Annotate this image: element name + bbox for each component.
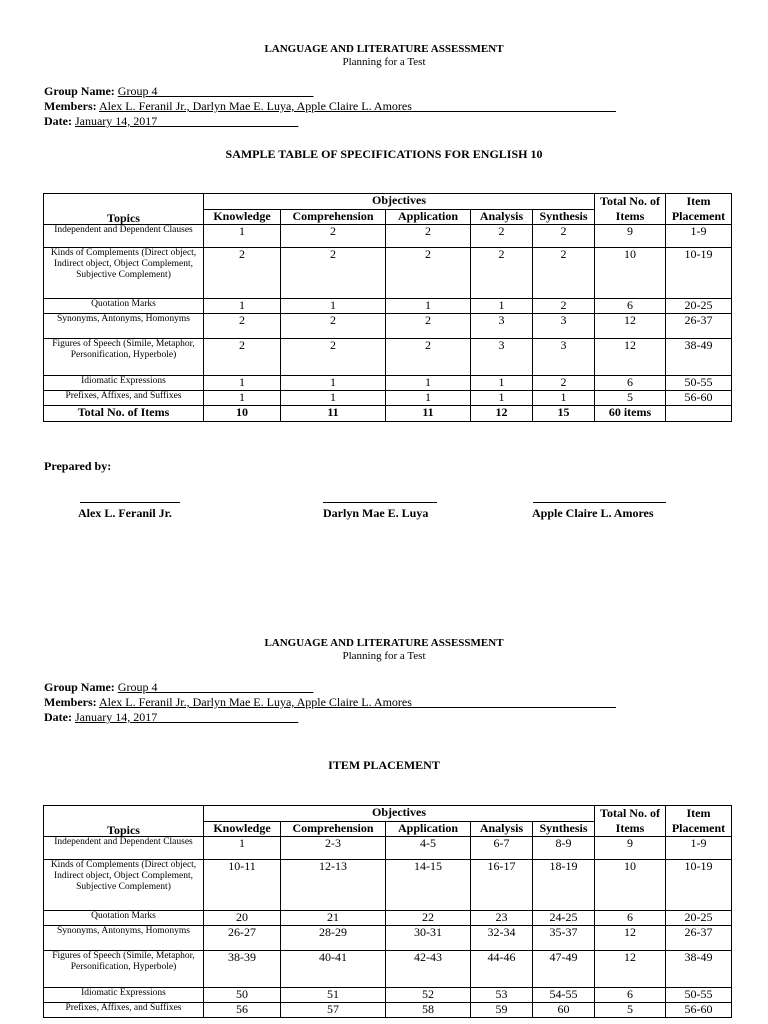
topic-cell: Synonyms, Antonyms, Homonyms [44,926,204,951]
table-row [44,299,732,314]
value-cell: 1 [533,391,595,406]
total-value-cell: 11 [386,406,471,422]
total-value-cell: 15 [533,406,595,422]
table-row [44,951,732,988]
objective-column-header: Synthesis [533,210,595,225]
value-cell: 1 [471,299,533,314]
total-row-label: Total No. of Items [44,406,204,422]
value-cell: 47-49 [533,951,595,988]
total-cell: 6 [595,376,666,391]
value-cell: 1 [281,376,386,391]
page-subtitle: Planning for a Test [342,650,426,662]
value-cell: 1 [386,391,471,406]
item-placement-table [43,805,732,1018]
value-cell: 53 [471,988,533,1003]
signature-line [533,502,666,503]
topic-cell: Kinds of Complements (Direct object, Indirect object, Object Complement, Subjective Complement) [44,248,204,299]
members-value: Alex L. Feranil Jr., Darlyn Mae E. Luya, Apple Claire L. Amores [98,99,412,113]
table-row [44,1003,732,1018]
total-cell: 10 [595,248,666,299]
value-cell: 12-13 [281,860,386,911]
members-line [44,695,616,710]
page-title: LANGUAGE AND LITERATURE ASSESSMENT [264,637,504,649]
value-cell: 52 [386,988,471,1003]
value-cell: 2 [386,248,471,299]
value-cell: 42-43 [386,951,471,988]
value-cell: 28-29 [281,926,386,951]
value-cell: 51 [281,988,386,1003]
value-cell: 22 [386,911,471,926]
value-cell: 38-39 [204,951,281,988]
total-cell: 6 [595,988,666,1003]
total-cell: 12 [595,314,666,339]
total-cell: 6 [595,911,666,926]
section-title: ITEM PLACEMENT [328,758,440,772]
topic-cell: Idiomatic Expressions [44,988,204,1003]
objective-column-header: Application [386,822,471,837]
value-cell: 3 [471,339,533,376]
value-cell: 21 [281,911,386,926]
objective-column-header: Synthesis [533,822,595,837]
topic-cell: Independent and Dependent Clauses [44,837,204,860]
value-cell: 56 [204,1003,281,1018]
placement-cell: 50-55 [666,988,732,1003]
page-title: LANGUAGE AND LITERATURE ASSESSMENT [264,43,504,55]
total-value-cell: 11 [281,406,386,422]
value-cell: 6-7 [471,837,533,860]
objectives-header: Objectives [204,194,595,210]
table-row [44,988,732,1003]
total-cell: 5 [595,391,666,406]
total-cell: 6 [595,299,666,314]
placement-cell: 26-37 [666,314,732,339]
value-cell: 2 [386,314,471,339]
value-cell: 2 [533,225,595,248]
value-cell: 20 [204,911,281,926]
topic-cell: Prefixes, Affixes, and Suffixes [44,1003,204,1018]
value-cell: 30-31 [386,926,471,951]
signatory-name: Darlyn Mae E. Luya [323,506,429,520]
value-cell: 3 [533,339,595,376]
value-cell: 32-34 [471,926,533,951]
value-cell: 2 [533,299,595,314]
value-cell: 23 [471,911,533,926]
members-label: Members: [44,99,97,113]
value-cell: 24-25 [533,911,595,926]
topic-cell: Figures of Speech (Simile, Metaphor, Personification, Hyperbole) [44,339,204,376]
value-cell: 2 [471,248,533,299]
placement-cell: 1-9 [666,225,732,248]
value-cell: 1 [204,225,281,248]
value-cell: 2 [281,248,386,299]
placement-cell: 20-25 [666,299,732,314]
members-label: Members: [44,695,97,709]
value-cell: 2 [204,339,281,376]
total-items-header: Total No. of Items [595,806,666,837]
table-row [44,248,732,299]
signatory-name: Alex L. Feranil Jr. [78,506,172,520]
value-cell: 1 [386,376,471,391]
objective-column-header: Analysis [471,822,533,837]
total-cell: 10 [595,860,666,911]
signature-line [323,502,437,503]
value-cell: 40-41 [281,951,386,988]
table-row [44,339,732,376]
topic-cell: Kinds of Complements (Direct object, Indirect object, Object Complement, Subjective Complement) [44,860,204,911]
value-cell: 1 [204,391,281,406]
total-items-header: Total No. of Items [595,194,666,225]
table-row [44,391,732,406]
objective-column-header: Knowledge [204,210,281,225]
page-subtitle: Planning for a Test [342,56,426,68]
value-cell: 1 [204,376,281,391]
table-row [44,911,732,926]
value-cell: 2 [471,225,533,248]
value-cell: 1 [204,837,281,860]
group-name-value: Group 4 [117,680,158,694]
value-cell: 8-9 [533,837,595,860]
signatory-name: Apple Claire L. Amores [532,506,654,520]
group-name-value: Group 4 [117,84,158,98]
value-cell: 2 [281,225,386,248]
value-cell: 14-15 [386,860,471,911]
total-cell: 12 [595,951,666,988]
placement-cell: 50-55 [666,376,732,391]
members-line [44,99,616,114]
item-placement-header: Item Placement [666,806,732,837]
members-value: Alex L. Feranil Jr., Darlyn Mae E. Luya, Apple Claire L. Amores [98,695,412,709]
prepared-by-label: Prepared by: [44,459,112,473]
value-cell: 1 [281,299,386,314]
value-cell: 2 [386,339,471,376]
table-row [44,837,732,860]
table-row [44,314,732,339]
table-row [44,860,732,911]
specifications-table [43,193,732,422]
value-cell: 1 [471,376,533,391]
value-cell: 3 [471,314,533,339]
date-label: Date: [44,114,72,128]
placement-cell: 1-9 [666,837,732,860]
topic-cell: Synonyms, Antonyms, Homonyms [44,314,204,339]
date-line [44,114,298,129]
value-cell: 3 [533,314,595,339]
group-name-label: Group Name: [44,680,115,694]
value-cell: 26-27 [204,926,281,951]
placement-cell: 38-49 [666,951,732,988]
topic-cell: Prefixes, Affixes, and Suffixes [44,391,204,406]
group-name-label: Group Name: [44,84,115,98]
date-value: January 14, 2017 [74,114,158,128]
date-value: January 14, 2017 [74,710,158,724]
group-name-line [44,84,313,99]
total-cell: 9 [595,837,666,860]
table-header-row [44,194,732,210]
objectives-header: Objectives [204,806,595,822]
placement-cell: 10-19 [666,860,732,911]
topics-header: Topics [44,194,204,225]
total-cell: 12 [595,339,666,376]
table-header-row [44,806,732,822]
group-name-line [44,680,313,695]
total-value-cell: 10 [204,406,281,422]
value-cell: 2 [281,339,386,376]
total-cell: 5 [595,1003,666,1018]
objective-column-header: Analysis [471,210,533,225]
table-row [44,225,732,248]
table-row [44,926,732,951]
section-title: SAMPLE TABLE OF SPECIFICATIONS FOR ENGLISH 10 [225,147,543,161]
placement-cell: 10-19 [666,248,732,299]
value-cell: 2 [281,314,386,339]
date-label: Date: [44,710,72,724]
value-cell: 35-37 [533,926,595,951]
table-row [44,376,732,391]
signature-line [80,502,180,503]
placement-cell: 38-49 [666,339,732,376]
placement-cell: 26-37 [666,926,732,951]
topics-header: Topics [44,806,204,837]
objective-column-header: Comprehension [281,822,386,837]
objective-column-header: Application [386,210,471,225]
value-cell: 2 [533,248,595,299]
value-cell: 16-17 [471,860,533,911]
date-line [44,710,298,725]
total-cell: 12 [595,926,666,951]
grand-total-cell: 60 items [595,406,666,422]
value-cell: 60 [533,1003,595,1018]
topic-cell: Quotation Marks [44,299,204,314]
value-cell: 44-46 [471,951,533,988]
objective-column-header: Comprehension [281,210,386,225]
value-cell: 54-55 [533,988,595,1003]
topic-cell: Idiomatic Expressions [44,376,204,391]
placement-cell: 56-60 [666,1003,732,1018]
value-cell: 1 [386,299,471,314]
item-placement-header: Item Placement [666,194,732,225]
topic-cell: Quotation Marks [44,911,204,926]
topic-cell: Figures of Speech (Simile, Metaphor, Personification, Hyperbole) [44,951,204,988]
value-cell: 2 [204,314,281,339]
value-cell: 2-3 [281,837,386,860]
value-cell: 59 [471,1003,533,1018]
topic-cell: Independent and Dependent Clauses [44,225,204,248]
total-placement-cell [666,406,732,422]
value-cell: 2 [386,225,471,248]
placement-cell: 56-60 [666,391,732,406]
total-row [44,406,732,422]
value-cell: 2 [533,376,595,391]
value-cell: 1 [471,391,533,406]
value-cell: 18-19 [533,860,595,911]
total-cell: 9 [595,225,666,248]
placement-cell: 20-25 [666,911,732,926]
value-cell: 1 [204,299,281,314]
value-cell: 2 [204,248,281,299]
value-cell: 1 [281,391,386,406]
value-cell: 10-11 [204,860,281,911]
objective-column-header: Knowledge [204,822,281,837]
value-cell: 57 [281,1003,386,1018]
value-cell: 4-5 [386,837,471,860]
total-value-cell: 12 [471,406,533,422]
value-cell: 50 [204,988,281,1003]
value-cell: 58 [386,1003,471,1018]
